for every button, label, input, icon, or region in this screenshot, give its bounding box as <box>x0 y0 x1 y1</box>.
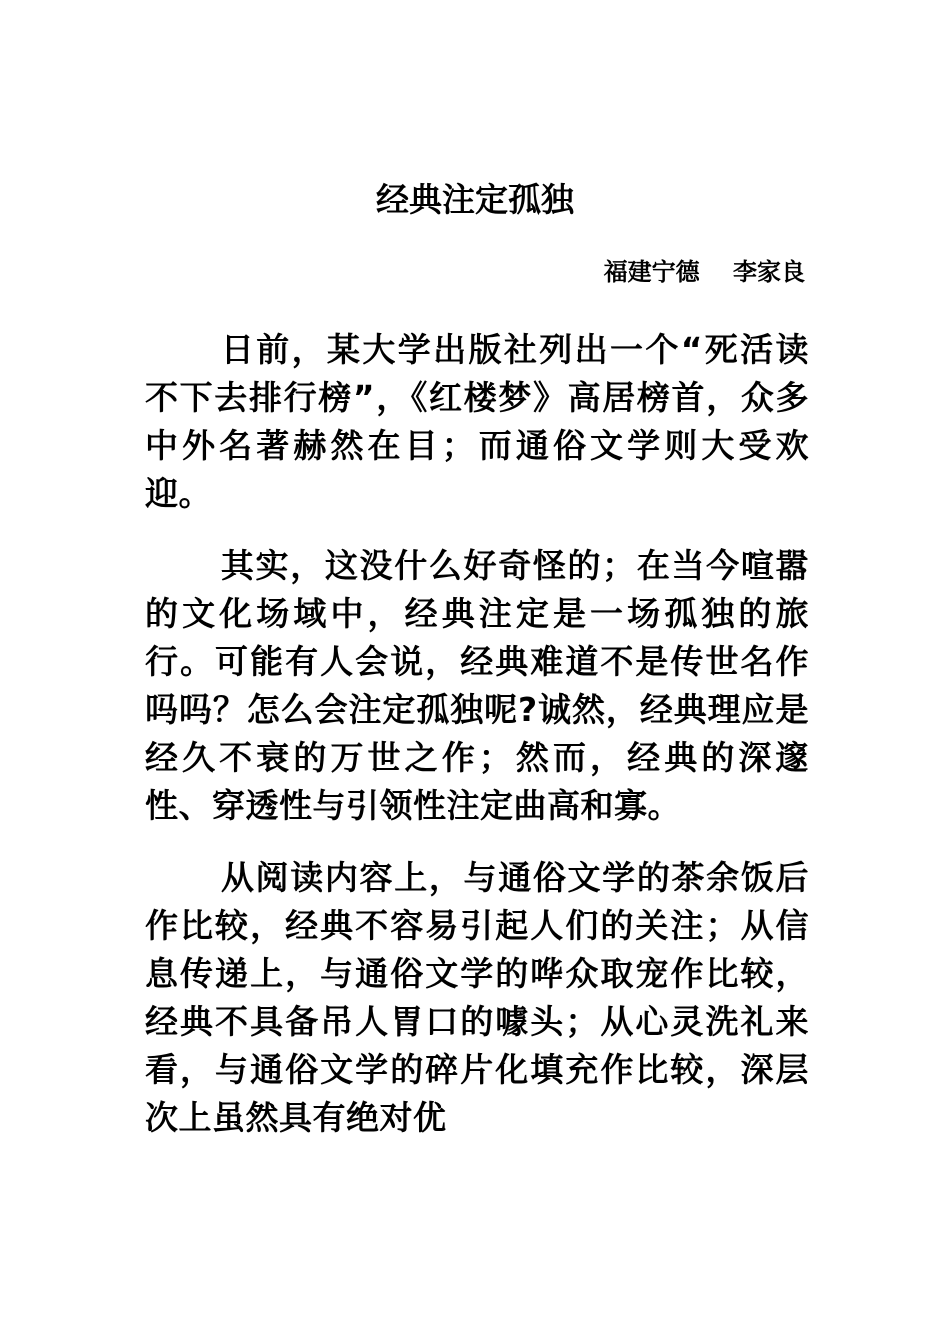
article-body <box>145 326 809 1166</box>
paragraph-2: 其实，这没什么好奇怪的；在当今喧嚣的文化场域中，经典注定是一场孤独的旅行。可能有人会说，经典难道不是传世名作吗吗？怎么会注定孤独呢?诚然，经典理应是经久不衰的万世之作；然而，经典的深邃性、穿透性与引领性注定曲高和寡。 <box>145 546 809 825</box>
paragraph-3: 从阅读内容上，与通俗文学的茶余饭后作比较，经典不容易引起人们的关注；从信息传递上，与通俗文学的哗众取宠作比较，经典不具备吊人胃口的噱头；从心灵洗礼来看，与通俗文学的碎片化填充作比较，深层次上虽然具有绝对优 <box>145 858 809 1137</box>
article-title: 经典注定孤独 <box>376 180 574 219</box>
author-line: 福建宁德 李家良 <box>603 258 805 286</box>
paragraph-1: 日前，某大学出版社列出一个“死活读不下去排行榜”，《红楼梦》高居榜首，众多中外名著赫然在目；而通俗文学则大受欢迎。 <box>145 330 809 513</box>
